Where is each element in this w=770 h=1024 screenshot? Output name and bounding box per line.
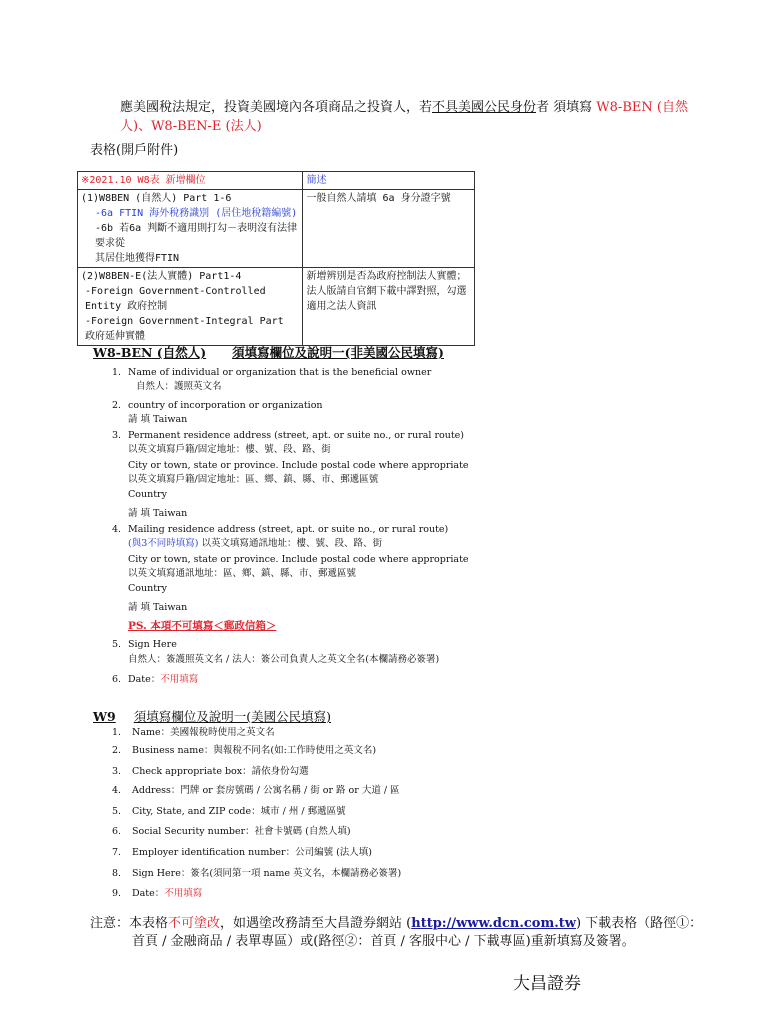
notice-line-1 — [90, 914, 702, 934]
date-note: 不用填寫 — [164, 888, 203, 899]
table-cell: 一般自然人請填 6a 身分證字號 — [303, 190, 475, 268]
table-cell — [78, 190, 303, 268]
table-cell-line: -Foreign Government-Integral Part 政府延伸實體 — [85, 316, 284, 342]
table-cell-line: (2)W8BEN-E(法人實體) Part1-4 — [81, 271, 242, 282]
list-item-subtext: 以英文填寫通訊地址：樓、號、段、路、街 — [198, 538, 382, 549]
intro-line-2: 人)、W8-BEN-E (法人) — [120, 119, 262, 134]
list-item-text: City or town, state or province. Include postal code where appropriate — [128, 554, 469, 565]
intro-line-1 — [120, 98, 688, 117]
list-item-text: Country — [128, 583, 167, 594]
list-item: 3. — [112, 430, 122, 441]
list-item-text: Permanent residence address (street, apt. or suite no., or rural route) — [128, 430, 464, 441]
list-item: 9. — [112, 888, 122, 899]
list-item-text: Check appropriate box：請依身份勾選 — [132, 766, 309, 777]
list-item: 5. — [112, 639, 122, 650]
list-item: 7. — [112, 847, 122, 858]
list-item-text: Name of individual or organization that is the beneficial owner — [128, 367, 432, 378]
w9-title-desc: 須填寫欄位及說明一(美國公民填寫) — [133, 709, 332, 724]
table-row — [78, 190, 475, 268]
list-item: 4. — [112, 785, 122, 796]
list-item: 5. — [112, 806, 122, 817]
new-fields-table — [77, 171, 475, 346]
list-item-text: Name：美國報稅時使用之英文名 — [132, 727, 275, 738]
notice-text: 注意：本表格 — [90, 916, 169, 931]
table-row — [78, 268, 475, 346]
brand-name: 大昌證券 — [513, 974, 581, 994]
date-label: Date： — [132, 888, 165, 899]
date-note: 不用填寫 — [160, 674, 199, 685]
table-cell-line: -6a FTIN 海外稅務識別 (居住地稅籍編號) — [95, 208, 298, 219]
notice-red-text: 不可塗改 — [168, 916, 221, 931]
table-cell-line: -Foreign Government-Controlled Entity 政府控制 — [85, 286, 266, 312]
table-header-right: 簡述 — [303, 172, 475, 190]
website-link[interactable]: http://www.dcn.com.tw — [411, 916, 576, 931]
list-item-text: 以英文填寫戶籍/固定地址：區、鄉、鎮、縣、市、郵遞區號 — [128, 474, 379, 485]
list-item: 3. — [112, 766, 122, 777]
list-item-text: 以英文填寫通訊地址：區、鄉、鎮、縣、市、郵遞區號 — [128, 568, 357, 579]
intro-text: 應美國稅法規定，投資美國境內各項商品之投資人，若 — [120, 100, 433, 115]
list-item: 6. — [112, 674, 122, 685]
date-label: Date： — [128, 674, 161, 685]
table-cell-line: 其居住地獲得FTIN — [95, 253, 180, 264]
table-cell-line: -6b 若6a 判斷不適用則打勾－表明沒有法律要求從 — [95, 223, 298, 249]
list-item: 6. — [112, 826, 122, 837]
list-item-text: Social Security number：社會卡號碼 (自然人填) — [132, 826, 351, 837]
blue-note: (與3不同時填寫) — [128, 538, 199, 549]
list-item-text — [132, 886, 202, 901]
list-item: 1. — [112, 727, 122, 738]
list-item-text: 自然人：簽護照英文名 / 法人：簽公司負責人之英文全名(本欄請務必簽署) — [128, 654, 440, 665]
notice-text: ) 下載表格（路徑①： — [575, 916, 703, 931]
intro-red-text: W8-BEN (自然 — [596, 100, 688, 115]
table-header-left: ※2021.10 W8表 新增欄位 — [78, 172, 303, 190]
list-item-text: 請 填 Taiwan — [128, 414, 188, 425]
list-item: 4. — [112, 524, 122, 535]
list-item-text: Business name：與報稅不同名(如:工作時使用之英文名) — [132, 745, 377, 756]
intro-mid-text: 者 須填寫 — [536, 100, 597, 115]
table-cell-line: (1)W8BEN (自然人) Part 1-6 — [81, 193, 232, 204]
list-item-text — [128, 536, 382, 551]
list-item-text: City or town, state or province. Include postal code where appropriate — [128, 460, 469, 471]
list-item: 2. — [112, 400, 122, 411]
notice-line-2: 首頁 / 金融商品 / 表單專區）或(路徑②：首頁 / 客服中心 / 下載專區)重新填寫及簽署。 — [132, 934, 635, 949]
list-item-text — [128, 672, 198, 687]
list-item: 8. — [112, 868, 122, 879]
attachment-label: 表格(開戶附件) — [90, 143, 179, 158]
list-item-text: Address：門牌 or 套房號碼 / 公寓名稱 / 街 or 路 or 大道 / 區 — [132, 785, 400, 796]
w8ben-section-title — [93, 343, 444, 361]
list-item-text: country of incorporation or organization — [128, 400, 323, 411]
notice-text: ，如遇塗改務請至大昌證券網站 ( — [220, 916, 412, 931]
list-item: 1. — [112, 367, 122, 378]
w8ben-title-desc: 須填寫欄位及說明一(非美國公民填寫) — [232, 345, 444, 360]
list-item-text: Sign Here — [128, 639, 177, 650]
list-item-text: Country — [128, 489, 167, 500]
list-item-text: 自然人：護照英文名 — [136, 381, 222, 392]
list-item-text: 以英文填寫戶籍/固定地址：樓、號、段、路、街 — [128, 444, 331, 455]
list-item-text: 請 填 Taiwan — [128, 602, 188, 613]
intro-underline-text: 不具美國公民身份 — [432, 100, 537, 115]
list-item-text: City, State, and ZIP code：城市 / 州 / 郵遞區號 — [132, 806, 346, 817]
list-item: 2. — [112, 745, 122, 756]
list-item-text: Mailing residence address (street, apt. or suite no., or rural route) — [128, 524, 449, 535]
list-item-text: Sign Here：簽名(須同第一項 name 英文名，本欄請務必簽署) — [132, 868, 402, 879]
list-item-text: Employer identification number：公司編號 (法人填) — [132, 847, 373, 858]
table-header-row — [78, 172, 475, 190]
w9-section-title — [93, 707, 331, 725]
list-item-text: 請 填 Taiwan — [128, 508, 188, 519]
table-cell — [78, 268, 303, 346]
w8ben-title: W8-BEN (自然人) — [93, 345, 207, 360]
table-cell: 新增辨別是否為政府控制法人實體；法人版請自官網下載中譯對照，勾選適用之法人資訊 — [303, 268, 475, 346]
ps-note: PS. 本項不可填寫＜郵政信箱＞ — [128, 620, 277, 632]
w9-title: W9 — [93, 709, 116, 724]
